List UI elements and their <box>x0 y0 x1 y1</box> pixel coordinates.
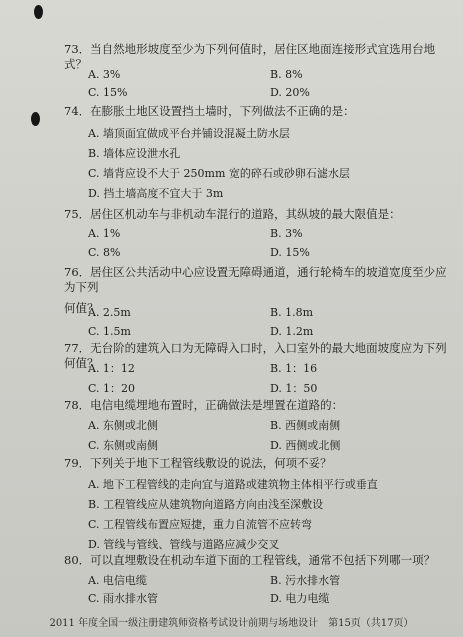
question-stem: 77．无台阶的建筑入口为无障碍入口时，入口室外的最大地面坡度应为下列何值？ <box>64 341 447 370</box>
question-77 <box>64 341 450 395</box>
option-a: A. 地下工程管线的走向宜与道路或建筑物主体相平行或垂直 <box>88 478 378 491</box>
option-b: B. 西侧或南侧 <box>270 419 341 432</box>
option-a: A. 1：12 <box>88 362 135 375</box>
option-b: B. 污水排水管 <box>270 574 341 587</box>
option-b: B. 1：16 <box>270 362 318 375</box>
question-stem: 78．电信电缆埋地布置时，正确做法是埋置在道路的： <box>64 398 344 412</box>
option-b: B. 工程管线应从建筑物向道路方向由浅至深敷设 <box>88 498 324 511</box>
question-stem: 74．在膨胀土地区设置挡土墙时，下列做法不正确的是： <box>64 104 355 118</box>
option-d: D. 挡土墙高度不宜大于 3m <box>88 187 224 200</box>
option-a: A. 电信电缆 <box>88 574 147 587</box>
option-c: C. 15% <box>88 86 128 99</box>
option-a: A. 1% <box>88 227 121 240</box>
question-80 <box>64 553 450 605</box>
option-c: C. 东侧或南侧 <box>88 439 159 452</box>
question-stem: 75．居住区机动车与非机动车混行的道路，其纵坡的最大限值是： <box>64 207 401 221</box>
question-73 <box>64 42 450 99</box>
option-d: D. 20% <box>270 86 310 99</box>
option-b: B. 1.8m <box>270 306 314 319</box>
option-c: C. 1：20 <box>88 382 136 395</box>
option-d: D. 电力电缆 <box>270 592 330 605</box>
option-a: A. 墙顶面宜做成平台并铺设混凝土防水层 <box>88 127 290 140</box>
option-a: A. 3% <box>88 68 121 81</box>
question-76 <box>64 265 450 338</box>
option-c: C. 1.5m <box>88 325 131 338</box>
option-c: C. 8% <box>88 246 121 259</box>
question-stem: 73．当自然地形坡度至少为下列何值时，居住区地面连接形式宜选用台地式？ <box>64 42 436 71</box>
question-stem: 80．可以直埋敷设在机动车道下面的工程管线，通常不包括下列哪一项？ <box>64 553 436 567</box>
option-d: D. 西侧或北侧 <box>270 439 341 452</box>
option-c: C. 墙背应设不大于 250mm 宽的碎石或砂卵石滤水层 <box>88 167 350 180</box>
question-stem: 76．居住区公共活动中心应设置无障碍通道，通行轮椅车的坡道宽度至少应为下列 <box>64 265 447 294</box>
option-b: B. 8% <box>270 68 303 81</box>
option-d: D. 15% <box>270 246 310 259</box>
binder-hole <box>34 5 43 19</box>
option-b: B. 3% <box>270 227 303 240</box>
option-d: D. 1：50 <box>270 382 318 395</box>
question-stem: 79．下列关于地下工程管线敷设的说法，何项不妥？ <box>64 456 332 470</box>
question-79 <box>64 456 450 551</box>
question-78 <box>64 398 450 452</box>
question-75 <box>64 207 450 259</box>
option-b: B. 墙体应设泄水孔 <box>88 147 181 160</box>
binder-hole <box>31 112 40 126</box>
page-footer: 2011 年度全国一级注册建筑师资格考试设计前期与场地设计 第15页（共17页） <box>49 618 414 629</box>
option-a: A. 2.5m <box>88 306 131 319</box>
option-d: D. 1.2m <box>270 325 314 338</box>
question-stem-continued: 何值？ <box>64 301 99 315</box>
option-c: C. 雨水排水管 <box>88 592 159 605</box>
question-74 <box>64 104 450 200</box>
option-c: C. 工程管线布置应短捷，重力自流管不应转弯 <box>88 518 313 531</box>
option-a: A. 东侧或北侧 <box>88 419 158 432</box>
option-d: D. 管线与管线、管线与道路应减少交叉 <box>88 538 280 551</box>
